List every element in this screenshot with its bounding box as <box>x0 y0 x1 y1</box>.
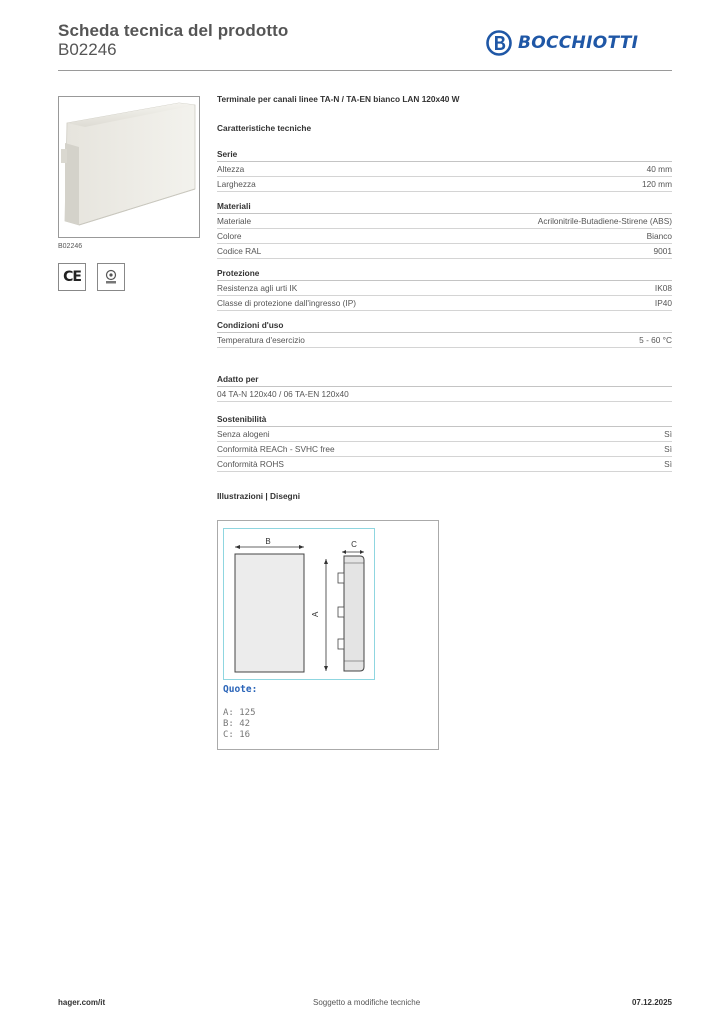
dim-label-b: B <box>265 537 271 546</box>
section-sostenibilita: Sostenibilità <box>217 412 672 427</box>
spec-label: Conformità ROHS <box>217 459 284 469</box>
product-title: Terminale per canali linee TA-N / TA-EN bianco LAN 120x40 W <box>217 94 460 104</box>
spec-label: Materiale <box>217 216 252 226</box>
footer-disclaimer: Soggetto a modifiche tecniche <box>313 998 421 1007</box>
spec-row <box>217 296 672 311</box>
spec-value: Sì <box>664 459 672 469</box>
brand-logo[interactable] <box>486 28 638 58</box>
spec-label: 04 TA-N 120x40 / 06 TA-EN 120x40 <box>217 389 349 399</box>
spec-value: Acrilonitrile-Butadiene-Stirene (ABS) <box>537 216 672 226</box>
spec-value: Sì <box>664 444 672 454</box>
spec-row <box>217 387 672 402</box>
section-illustrazioni: Illustrazioni | Disegni <box>217 491 300 501</box>
brand-logo-icon <box>486 30 512 56</box>
ce-mark-text: CE <box>63 269 81 285</box>
spec-value: 5 - 60 °C <box>639 335 672 345</box>
brand-name: BOCCHIOTTI <box>518 33 639 53</box>
spec-value: 9001 <box>653 246 672 256</box>
spec-row <box>217 281 672 296</box>
section-adatto-per: Adatto per <box>217 372 672 387</box>
spec-label: Conformità REACh - SVHC free <box>217 444 335 454</box>
spec-label: Codice RAL <box>217 246 262 256</box>
spec-value: 120 mm <box>642 179 672 189</box>
spec-label: Temperatura d'esercizio <box>217 335 305 345</box>
product-code: B02246 <box>58 40 117 59</box>
footer-website-link[interactable]: hager.com/it <box>58 998 106 1007</box>
spec-row <box>217 214 672 229</box>
spec-label: Colore <box>217 231 242 241</box>
ce-mark-icon <box>58 263 86 291</box>
spec-label: Senza alogeni <box>217 429 270 439</box>
spec-row <box>217 457 672 472</box>
footer-date: 07.12.2025 <box>631 998 672 1007</box>
spec-row <box>217 442 672 457</box>
spec-label: Altezza <box>217 164 245 174</box>
spec-value: IK08 <box>654 283 672 293</box>
spec-row <box>217 162 672 177</box>
header-divider <box>58 70 672 71</box>
product-image <box>58 96 200 238</box>
page-title: Scheda tecnica del prodotto <box>58 21 289 40</box>
section-serie: Serie <box>217 147 672 162</box>
spec-value: IP40 <box>654 298 672 308</box>
dim-label-c: C <box>351 540 357 549</box>
spec-label: Classe di protezione dall'ingresso (IP) <box>217 298 357 308</box>
dim-label-a: A <box>311 611 320 617</box>
technical-drawing <box>217 520 439 750</box>
spec-row <box>217 229 672 244</box>
spec-table <box>217 92 672 503</box>
section-materiali: Materiali <box>217 199 672 214</box>
spec-label: Resistenza agli urti IK <box>217 283 298 293</box>
spec-row <box>217 427 672 442</box>
image-caption: B02246 <box>58 243 83 250</box>
quote-label: Quote: <box>223 684 258 695</box>
spec-value: 40 mm <box>646 164 672 174</box>
drawing-frame <box>223 528 375 680</box>
quote-a: A: 125 <box>223 708 256 718</box>
spec-row <box>217 244 672 259</box>
spec-value: Sì <box>664 429 672 439</box>
section-condizioni-uso: Condizioni d'uso <box>217 318 672 333</box>
quote-c: C: 16 <box>223 730 251 740</box>
spec-label: Larghezza <box>217 179 256 189</box>
spec-row <box>217 333 672 348</box>
section-protezione: Protezione <box>217 266 672 281</box>
quote-b: B: 42 <box>223 719 251 729</box>
spec-value: Bianco <box>646 231 672 241</box>
technical-heading: Caratteristiche tecniche <box>217 123 312 133</box>
spec-row <box>217 177 672 192</box>
imq-mark-icon <box>97 263 125 291</box>
